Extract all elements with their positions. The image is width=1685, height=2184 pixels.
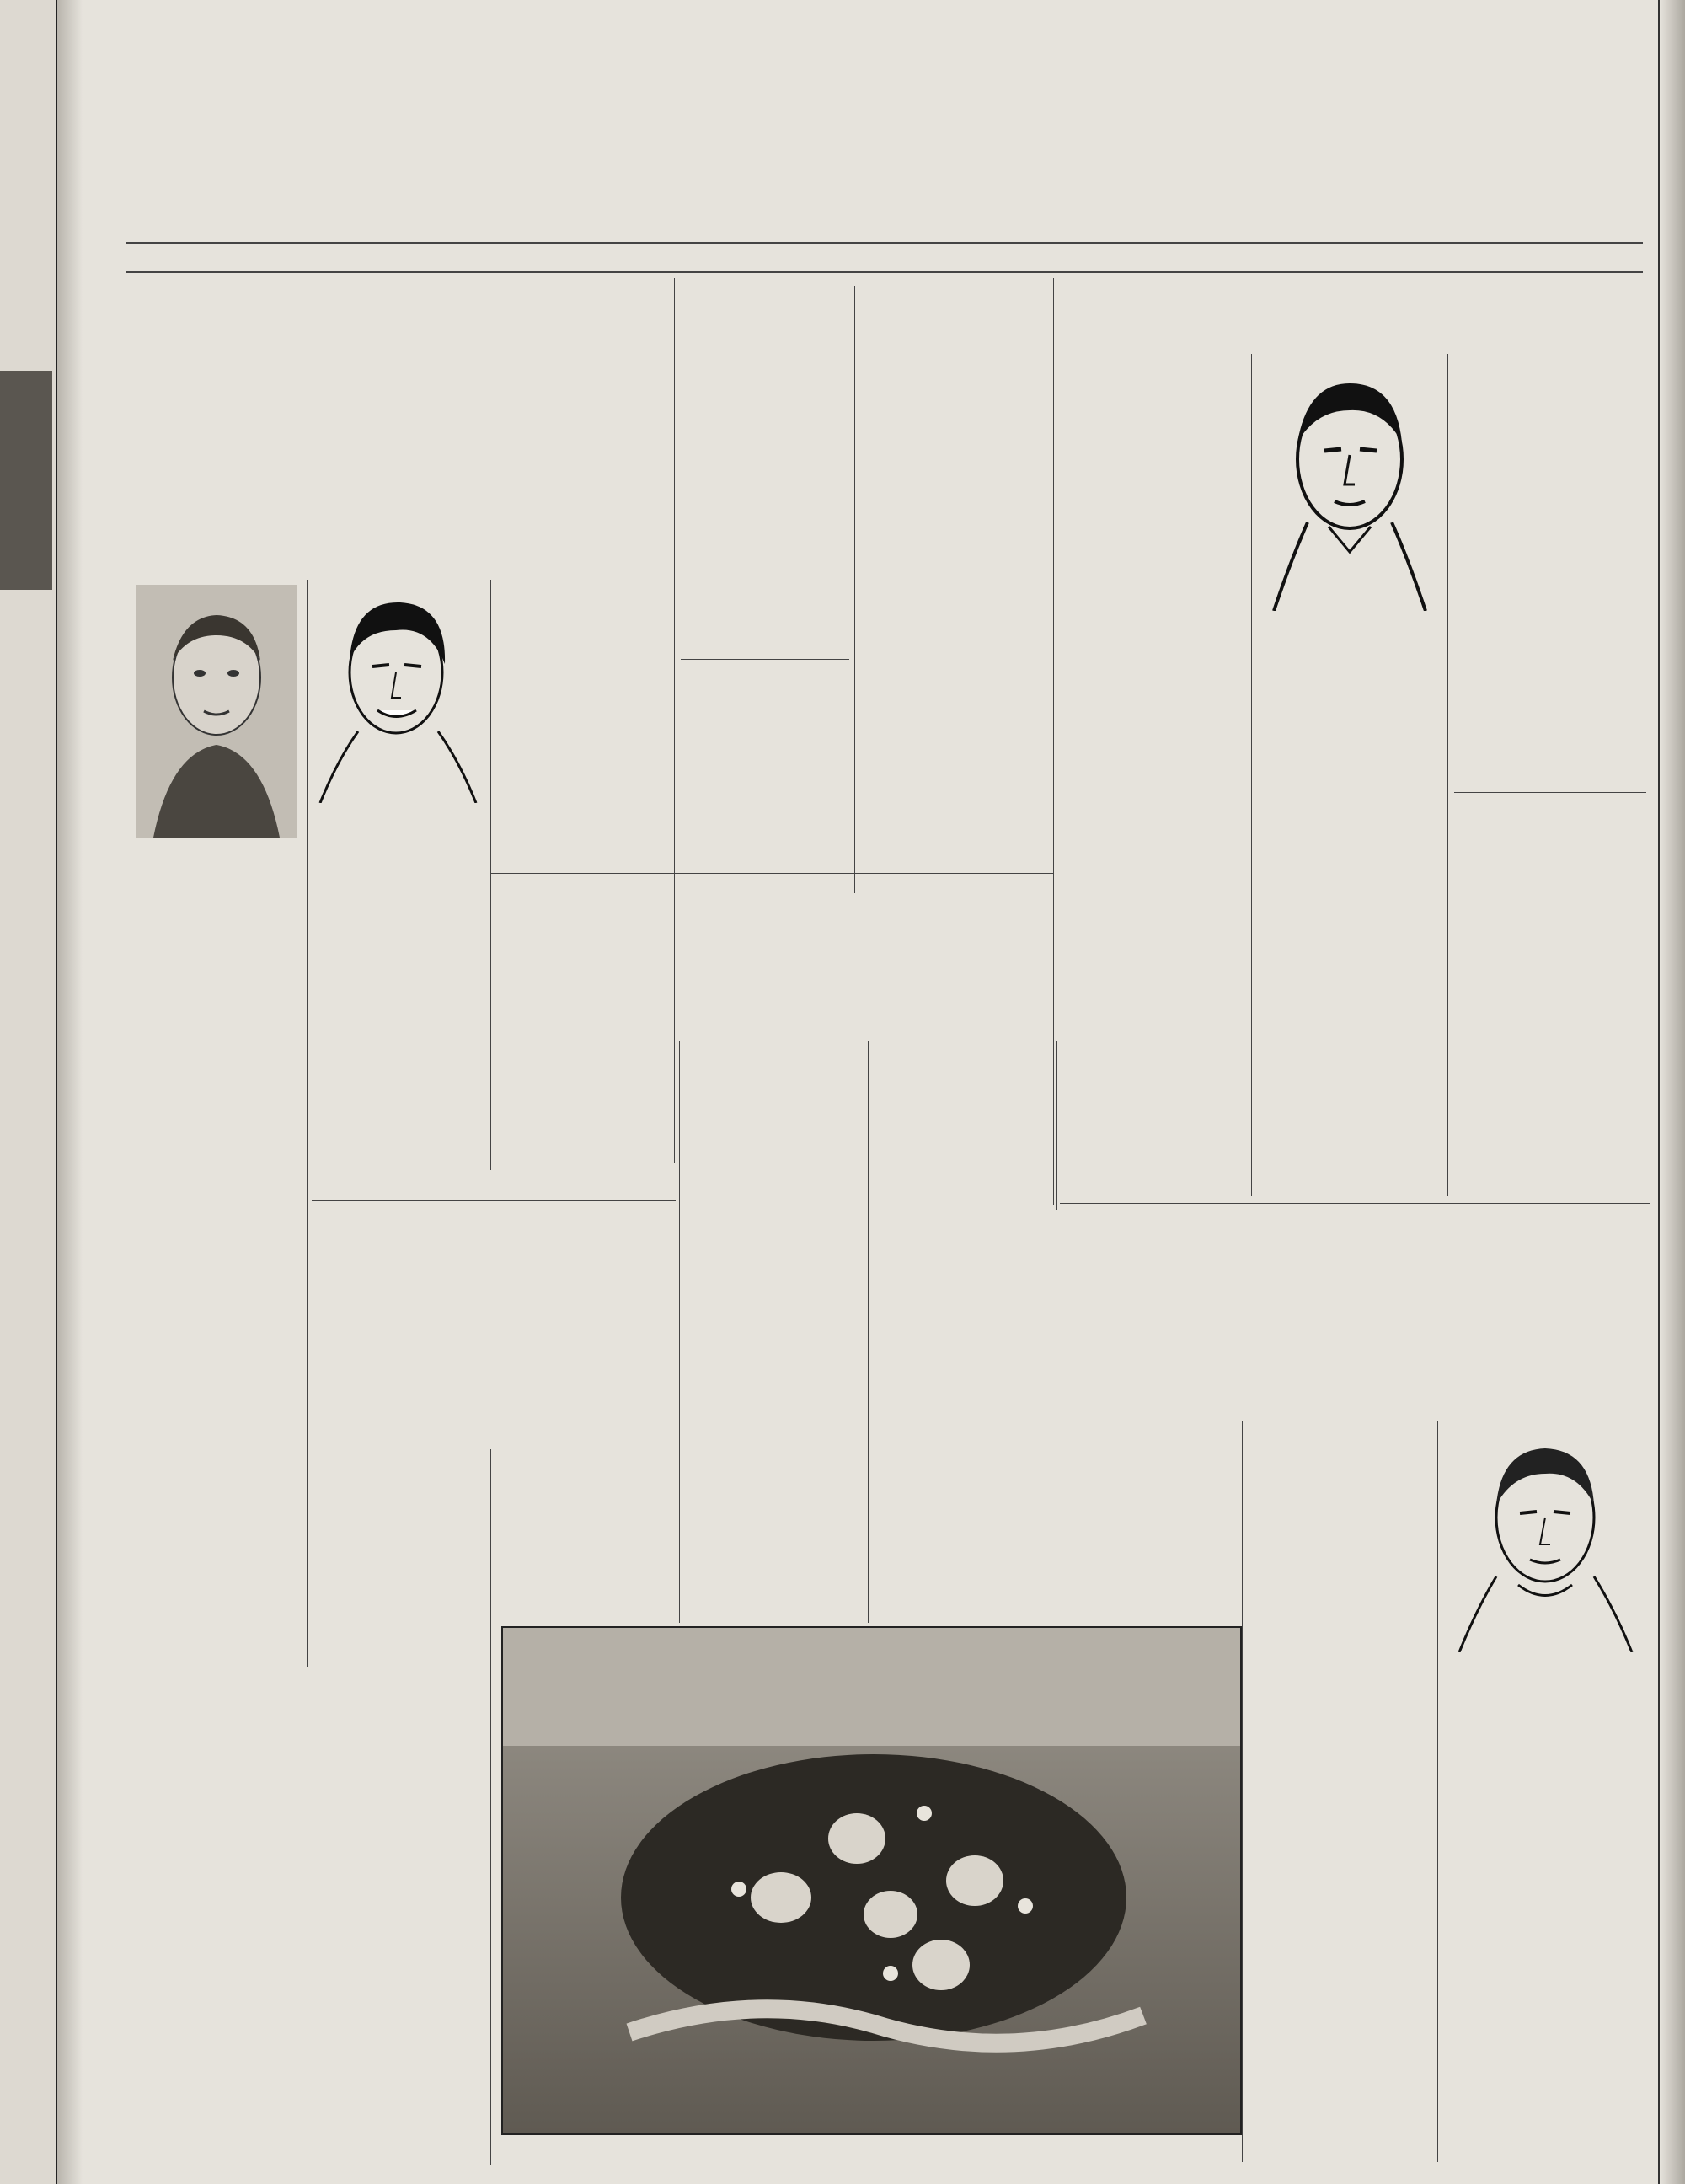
varzi-column-2 [1247, 1421, 1432, 2162]
medaglie-article [681, 377, 849, 656]
coppa-column-2 [684, 1045, 863, 1618]
olmo-photo [136, 585, 297, 838]
vigorelli-column-2 [495, 1449, 674, 1618]
roma-column-3 [1454, 354, 1646, 792]
bini-portrait [312, 584, 484, 803]
piemonte-column-3 [495, 580, 668, 1052]
varzi-portrait [1442, 1425, 1649, 1652]
pnf-article [861, 361, 1048, 891]
right-binding-edge [1658, 0, 1685, 2184]
varzi-column-3 [1442, 1421, 1649, 2162]
piemonte-column-1 [128, 580, 301, 1667]
coppa-column-3 [873, 1045, 1051, 1618]
roma-column-2 [1257, 354, 1441, 1196]
foglia-article [681, 733, 849, 893]
schmeling-article [1454, 942, 1646, 1195]
piemonte-ranking-column [128, 1677, 301, 2165]
varzi-column-1 [1060, 1421, 1237, 2162]
binding-edge [57, 0, 83, 2184]
roma-arrival [1454, 836, 1646, 895]
dalberto-portrait [1257, 358, 1441, 611]
coppa-column-1 [497, 1045, 674, 1196]
previous-page-photo [0, 371, 52, 590]
coppa-column-4 [1062, 1045, 1238, 1196]
previous-page-text-lower [2, 910, 54, 1668]
vigorelli-column-1 [312, 1449, 484, 2165]
